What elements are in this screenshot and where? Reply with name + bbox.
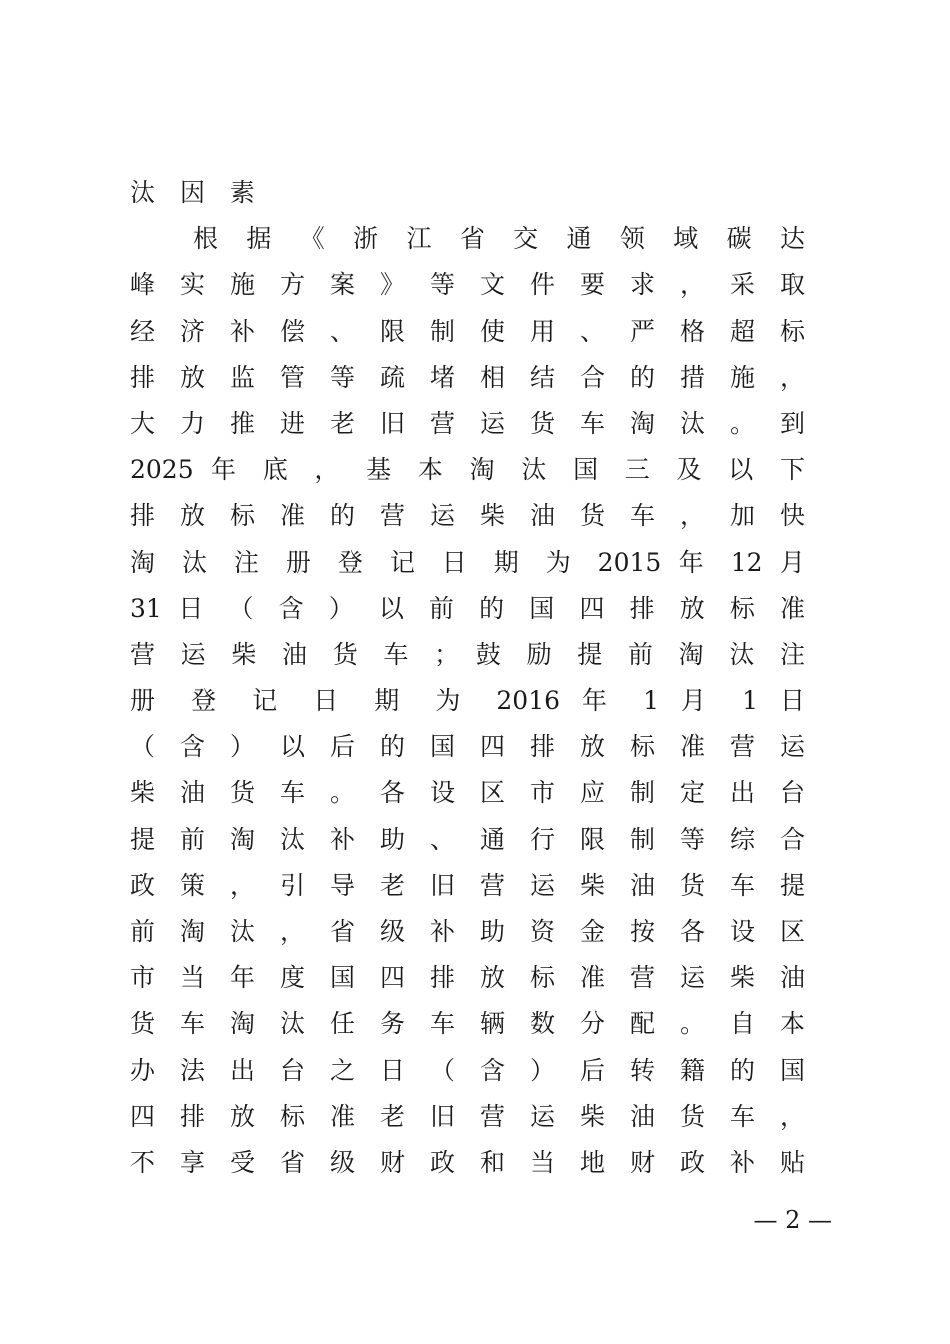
body-text [130,170,805,1186]
text-line: 册 登 记 日 期 为 2016 年 1 月 1 日 [130,686,805,716]
text-line: 前 淘 汰 ， 省 级 补 助 资 金 按 各 设 区 [130,917,805,946]
text-line: 排 放 标 准 的 营 运 柴 油 货 车 ， 加 快 [130,501,805,531]
text-line: 31 日 （ 含 ） 以 前 的 国 四 排 放 标 准 [130,593,805,623]
text-line: 四 排 放 标 准 老 旧 营 运 柴 油 货 车 ， [130,1101,805,1131]
text-line: 市 当 年 度 国 四 排 放 标 准 营 运 柴 油 [130,963,805,993]
text-line: 淘 汰 注 册 登 记 日 期 为 2015 年 12 月 [130,547,805,577]
text-line: 提 前 淘 汰 补 助 、 通 行 限 制 等 综 合 [130,824,805,854]
text-line: 峰 实 施 方 案 》 等 文 件 要 求 ， 采 取 [130,270,805,300]
page-number: — 2 — [753,1206,832,1234]
text-line: （ 含 ） 以 后 的 国 四 排 放 标 准 营 运 [130,732,805,762]
text-line: 2025 年 底 ， 基 本 淘 汰 国 三 及 以 下 [130,455,805,485]
text-line: 大 力 推 进 老 旧 营 运 货 车 淘 汰 。 到 [130,408,805,438]
text-line: 政 策 ， 引 导 老 旧 营 运 柴 油 货 车 提 [130,870,805,900]
text-line: 柴 油 货 车 。 各 设 区 市 应 制 定 出 台 [130,778,805,808]
text-line: 货 车 淘 汰 任 务 车 辆 数 分 配 。 自 本 [130,1009,805,1039]
text-line: 不 享 受 省 级 财 政 和 当 地 财 政 补 贴 [130,1147,805,1177]
text-line: 经 济 补 偿 、 限 制 使 用 、 严 格 超 标 [130,316,805,346]
text-line: 营 运 柴 油 货 车 ； 鼓 励 提 前 淘 汰 注 [130,639,805,669]
text-line: 排 放 监 管 等 疏 堵 相 结 合 的 措 施 ， [130,362,805,392]
paragraph-first-line: 根 据 《 浙 江 省 交 通 领 域 碳 达 [193,224,805,254]
text-line: 办 法 出 台 之 日 （ 含 ） 后 转 籍 的 国 [130,1055,805,1085]
text-line: 汰 因 素 [130,178,255,207]
